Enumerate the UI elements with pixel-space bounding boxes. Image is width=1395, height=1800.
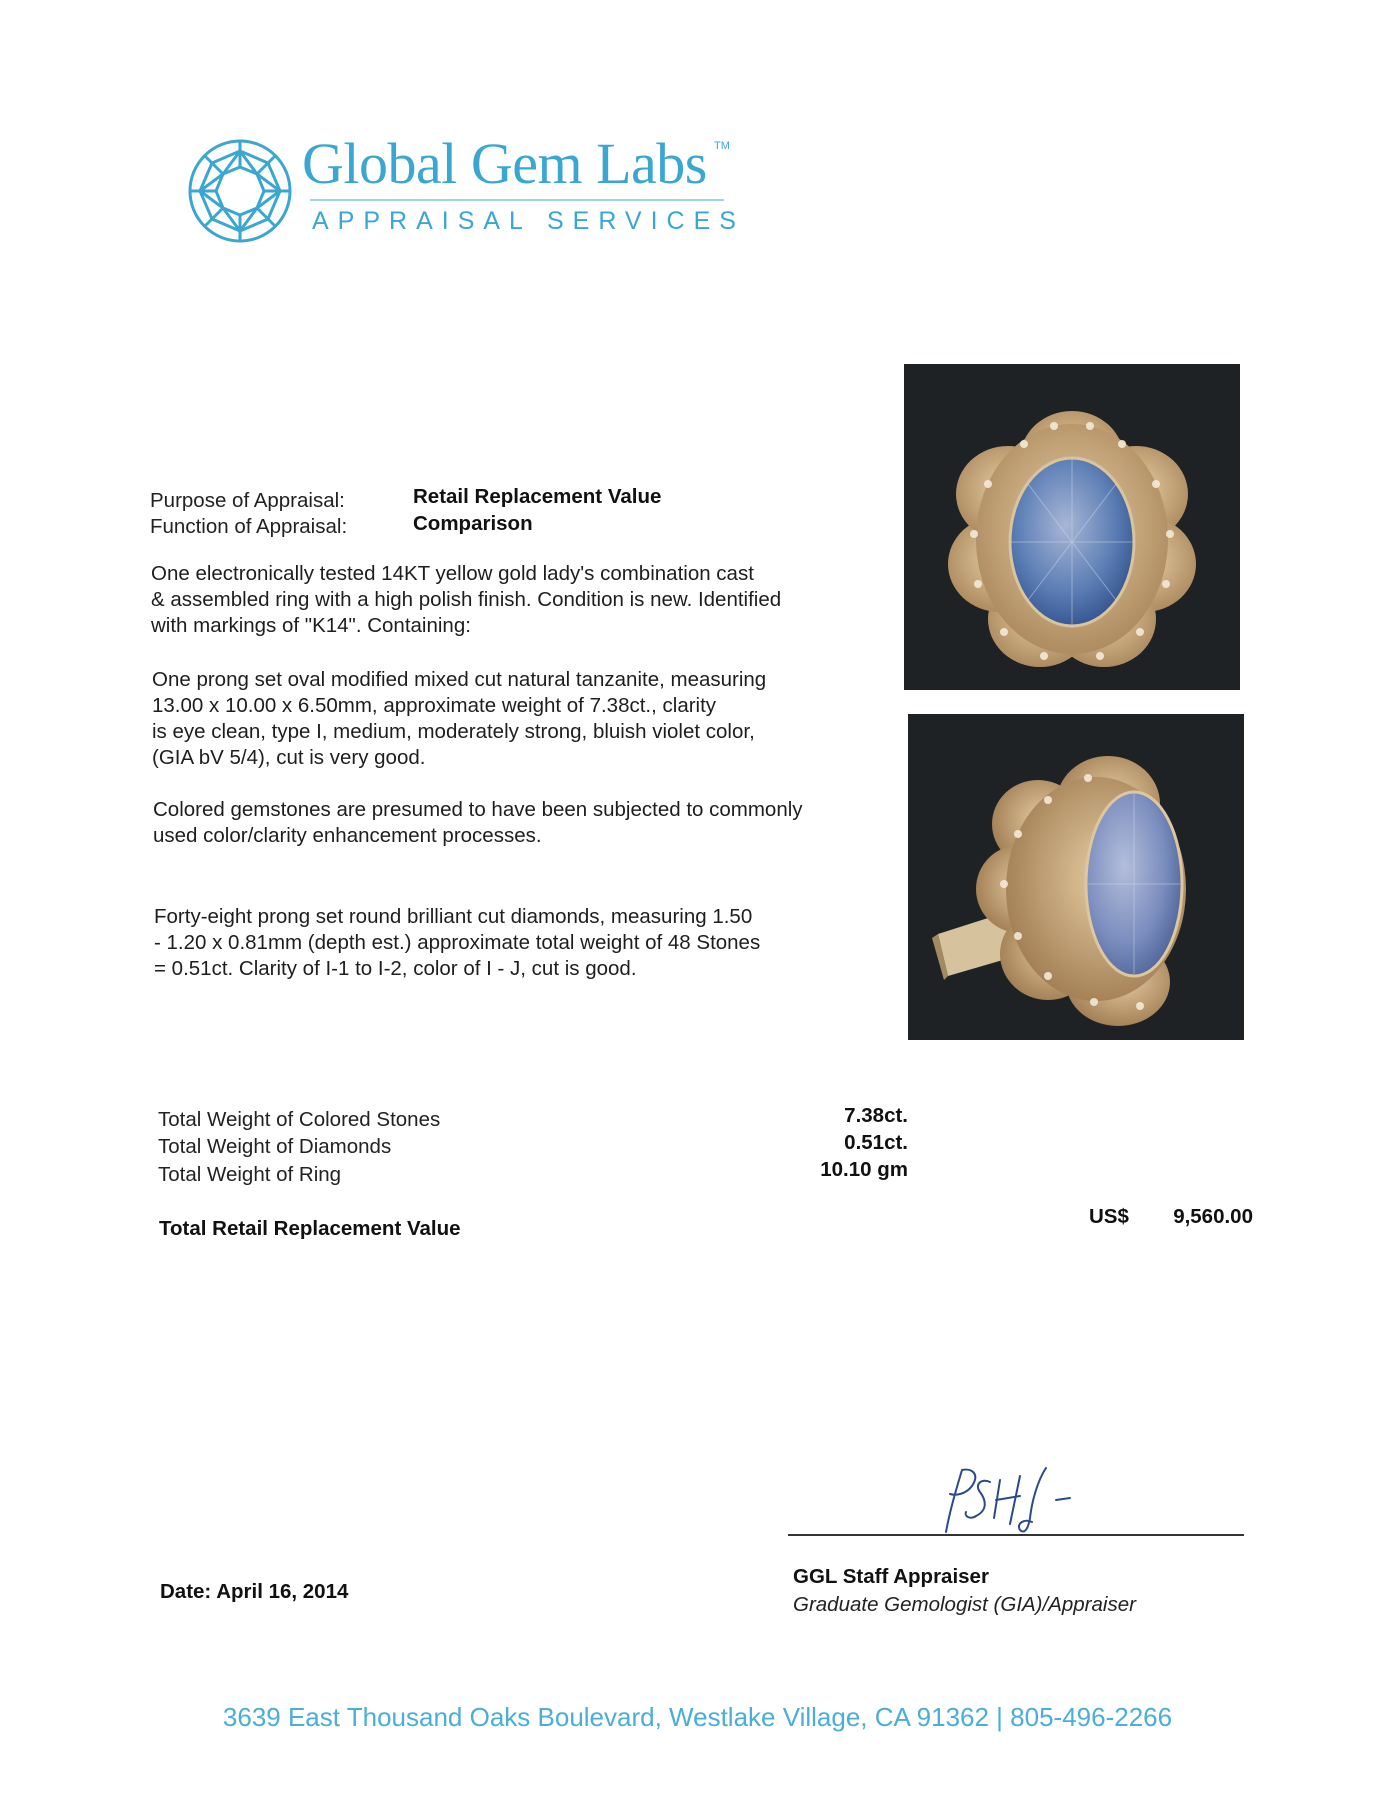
purpose-label: Purpose of Appraisal: xyxy=(150,489,345,512)
ring-description-line: & assembled ring with a high polish finish. Condition is new. Identified xyxy=(151,588,782,611)
tanzanite-description xyxy=(152,667,897,771)
total-ring-weight-label: Total Weight of Ring xyxy=(158,1163,342,1186)
total-diamonds-label: Total Weight of Diamonds xyxy=(158,1135,392,1158)
currency-label: US$ xyxy=(1089,1205,1129,1228)
brand-subtitle: APPRAISAL SERVICES xyxy=(312,207,745,235)
ring-photo-top xyxy=(904,364,1240,690)
total-retail-value-label: Total Retail Replacement Value xyxy=(159,1217,461,1240)
ring-description-line: One electronically tested 14KT yellow gold lady's combination cast xyxy=(151,562,754,585)
total-retail-value: 9,560.00 xyxy=(1173,1205,1253,1228)
tanzanite-description-line: 13.00 x 10.00 x 6.50mm, approximate weight of 7.38ct., clarity xyxy=(152,694,717,717)
ring-description xyxy=(151,561,896,639)
purpose-value: Retail Replacement Value xyxy=(413,485,662,508)
brand-name: Global Gem Labs xyxy=(302,131,707,196)
signature-line xyxy=(788,1534,1244,1536)
trademark-mark: TM xyxy=(714,140,730,152)
tanzanite-description-line: (GIA bV 5/4), cut is very good. xyxy=(152,746,426,769)
appraiser-signature xyxy=(928,1460,1098,1540)
diamonds-description-line: - 1.20 x 0.81mm (depth est.) approximate total weight of 48 Stones xyxy=(154,931,761,954)
tanzanite-description-line: is eye clean, type I, medium, moderately strong, bluish violet color, xyxy=(152,720,755,743)
gem-logo-icon xyxy=(186,137,294,245)
function-label: Function of Appraisal: xyxy=(150,515,348,538)
ring-photo-side xyxy=(908,714,1244,1040)
total-diamonds-value: 0.51ct. xyxy=(844,1131,908,1154)
appraiser-credentials: Graduate Gemologist (GIA)/Appraiser xyxy=(793,1593,1136,1616)
appraisal-date: Date: April 16, 2014 xyxy=(160,1580,349,1603)
diamonds-description xyxy=(154,904,899,982)
diamonds-description-line: = 0.51ct. Clarity of I-1 to I-2, color of I - J, cut is good. xyxy=(154,957,637,980)
function-value: Comparison xyxy=(413,512,533,535)
logo-divider xyxy=(310,199,724,201)
treatment-disclosure-line: used color/clarity enhancement processes. xyxy=(153,824,542,847)
appraiser-title: GGL Staff Appraiser xyxy=(793,1565,989,1588)
treatment-disclosure xyxy=(153,797,898,849)
diamonds-description-line: Forty-eight prong set round brilliant cut diamonds, measuring 1.50 xyxy=(154,905,753,928)
treatment-disclosure-line: Colored gemstones are presumed to have been subjected to commonly xyxy=(153,798,803,821)
tanzanite-description-line: One prong set oval modified mixed cut natural tanzanite, measuring xyxy=(152,668,767,691)
total-colored-stones-value: 7.38ct. xyxy=(844,1104,908,1127)
ring-description-line: with markings of "K14". Containing: xyxy=(151,614,471,637)
total-colored-stones-label: Total Weight of Colored Stones xyxy=(158,1108,441,1131)
lab-address: 3639 East Thousand Oaks Boulevard, Westlake Village, CA 91362 | 805-496-2266 xyxy=(222,1702,1173,1732)
total-ring-weight-value: 10.10 gm xyxy=(820,1158,908,1181)
